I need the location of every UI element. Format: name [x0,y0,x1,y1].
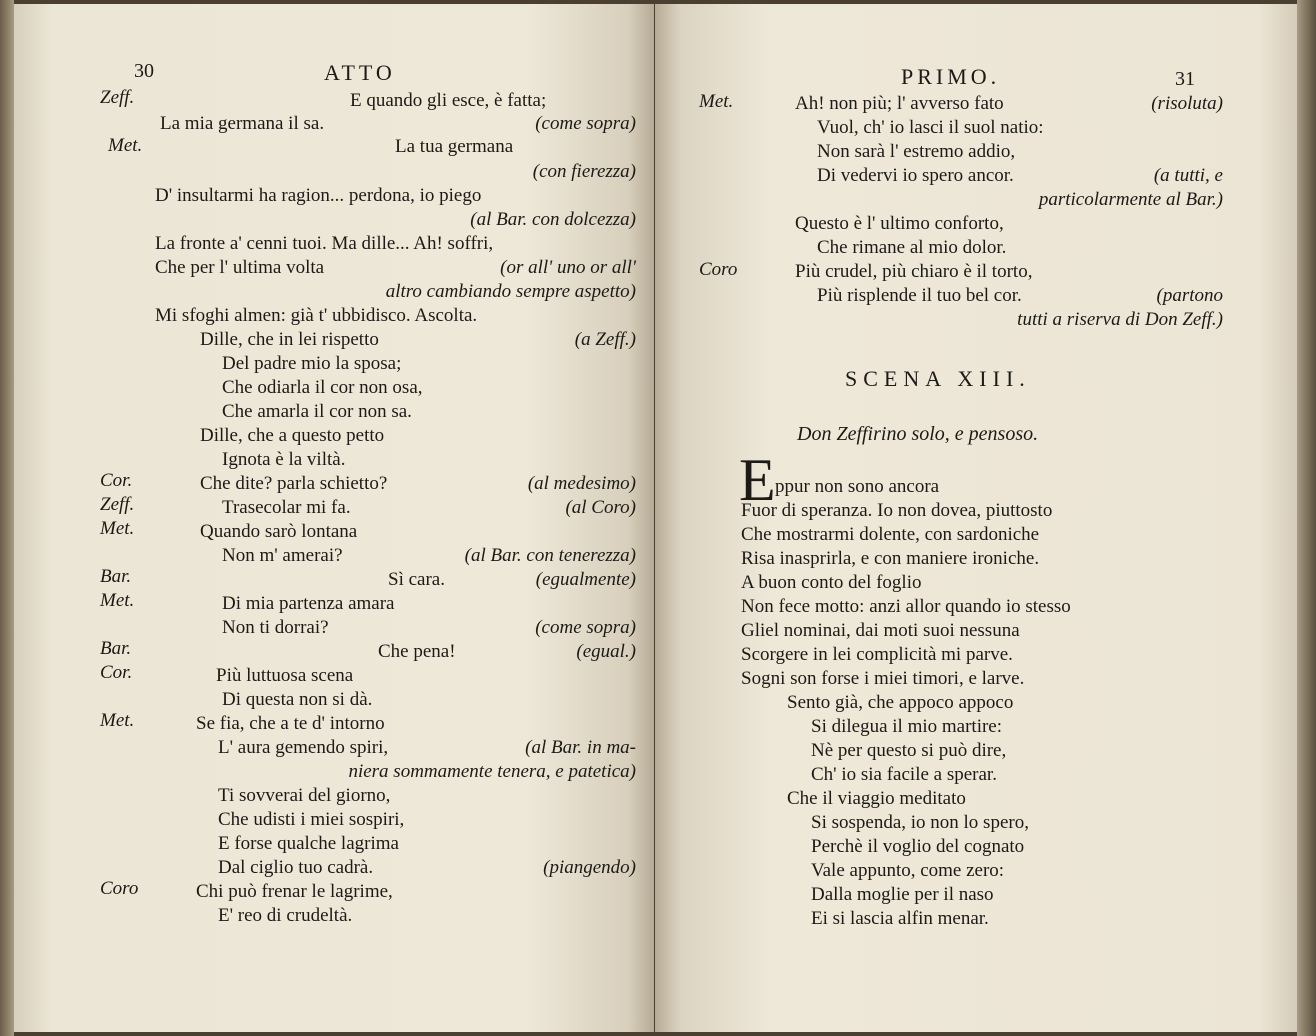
verse-line: Che rimane al mio dolor. [817,237,1007,258]
stage-direction: (al Coro) [565,497,636,518]
verse-line: E forse qualche lagrima [218,833,399,854]
verse-line: Ch' io sia facile a sperar. [811,764,997,785]
verse-line: Non sarà l' estremo addio, [817,141,1016,162]
verse-line: Dille, che in lei rispetto [200,329,379,350]
verse-line: Del padre mio la sposa; [222,353,402,374]
speaker-label: Bar. [100,566,132,587]
verse-line: Vuol, ch' io lasci il suol natio: [817,117,1044,138]
stage-direction: (partono [1156,285,1223,306]
verse-line: Che per l' ultima volta [155,257,325,278]
speaker-label: Zeff. [100,494,135,515]
verse-line: Che odiarla il cor non osa, [222,377,423,398]
drop-cap: E [739,447,776,513]
speaker-label: Met. [108,135,143,156]
right-page-number: 31 [1175,68,1195,90]
verse-line: Non m' amerai? [222,545,343,566]
stage-direction: (come sopra) [535,113,636,134]
stage-direction: (risoluta) [1151,93,1223,114]
verse-line: Scorgere in lei complicità mi parve. [741,644,1013,665]
verse-line: Che mostrarmi dolente, con sardoniche [741,524,1040,545]
stage-direction: (egualmente) [535,569,636,590]
scene-subtitle: Don Zeffirino solo, e pensoso. [797,423,1039,445]
left-page-header: ATTO [324,60,396,85]
verse-line: Si dilegua il mio martire: [811,716,1003,737]
verse-line: Più crudel, più chiaro è il torto, [795,261,1033,282]
stage-direction: altro cambiando sempre aspetto) [385,281,636,302]
verse-line: ppur non sono ancora [775,476,940,497]
stage-direction: (come sopra) [535,617,636,638]
verse-line: La tua germana [395,136,514,157]
speaker-label: Cor. [100,470,133,491]
verse-line: Fuor di speranza. Io non dovea, piuttosto [741,500,1053,521]
stage-direction: (a Zeff.) [574,329,636,350]
verse-line: L' aura gemendo spiri, [218,737,389,758]
stage-direction: (piangendo) [543,857,636,878]
verse-line: La fronte a' cenni tuoi. Ma dille... Ah! soffri, [155,233,494,254]
stage-direction: (al Bar. con dolcezza) [470,209,636,230]
verse-line: Sento già, che appoco appoco [787,692,1014,713]
verse-line: Risa inasprirla, e con maniere ironiche. [741,548,1040,569]
verse-line: Questo è l' ultimo conforto, [795,213,1004,234]
verse-line: Ti sovverai del giorno, [218,785,391,806]
verse-line: Che amarla il cor non sa. [222,401,412,422]
stage-direction: particolarmente al Bar.) [1038,189,1223,210]
verse-line: Non fece motto: anzi allor quando io stesso [741,596,1071,617]
stage-direction: niera sommamente tenera, e patetica) [348,761,636,782]
stage-direction: (al medesimo) [527,473,636,494]
verse-line: Se fia, che a te d' intorno [196,713,385,734]
left-book-edge [0,0,14,1036]
speaker-label: Met. [100,518,135,539]
verse-line: Ignota è la viltà. [222,449,346,470]
verse-line: Dal ciglio tuo cadrà. [218,857,374,878]
verse-line: Quando sarò lontana [200,521,358,542]
stage-direction: (a tutti, e [1153,165,1223,186]
verse-line: Che udisti i miei sospiri, [218,809,405,830]
verse-line: Che pena! [378,641,456,662]
left-page [14,4,654,1032]
verse-line: Perchè il voglio del cognato [811,836,1025,857]
right-book-edge [1297,0,1316,1036]
verse-line: Ah! non più; l' avverso fato [795,93,1004,114]
speaker-label: Coro [699,259,738,280]
stage-direction: (or all' uno or all' [500,257,636,278]
verse-line: A buon conto del foglio [741,572,922,593]
verse-line: Nè per questo si può dire, [811,740,1007,761]
right-page-header: PRIMO. [901,64,1001,89]
verse-line: E quando gli esce, è fatta; [350,90,547,111]
verse-line: Gliel nominai, dai moti suoi nessuna [741,620,1020,641]
verse-line: Dille, che a questo petto [200,425,385,446]
stage-direction: (egual.) [576,641,636,662]
verse-line: D' insultarmi ha ragion... perdona, io piego [155,185,482,206]
stage-direction: (con fierezza) [532,161,636,182]
speaker-label: Met. [699,91,734,112]
right-page [655,4,1297,1032]
verse-line: Chi può frenar le lagrime, [196,881,393,902]
stage-direction: (al Bar. in ma- [525,737,636,758]
verse-line: Vale appunto, come zero: [811,860,1005,881]
speaker-label: Met. [100,710,135,731]
verse-line: Di mia partenza amara [222,593,395,614]
verse-line: Che il viaggio meditato [787,788,966,809]
speaker-label: Met. [100,590,135,611]
left-page-number: 30 [134,60,154,82]
speaker-label: Zeff. [100,87,135,108]
verse-line: Che dite? parla schietto? [200,473,388,494]
verse-line: Ei si lascia alfin menar. [811,908,989,929]
verse-line: La mia germana il sa. [160,113,325,134]
verse-line: Sogni son forse i miei timori, e larve. [741,668,1025,689]
verse-line: Non ti dorrai? [222,617,329,638]
verse-line: Sì cara. [388,569,445,590]
verse-line: Trasecolar mi fa. [222,497,351,518]
speaker-label: Bar. [100,638,132,659]
verse-line: Dalla moglie per il naso [811,884,994,905]
speaker-label: Cor. [100,662,133,683]
verse-line: E' reo di crudeltà. [218,905,353,926]
verse-line: Mi sfoghi almen: già t' ubbidisco. Ascolta. [155,305,478,326]
verse-line: Più luttuosa scena [216,665,354,686]
stage-direction: tutti a riserva di Don Zeff.) [1017,309,1223,330]
verse-line: Più risplende il tuo bel cor. [817,285,1022,306]
verse-line: Di vedervi io spero ancor. [817,165,1014,186]
scene-title: SCENA XIII. [845,366,1031,391]
verse-line: Si sospenda, io non lo spero, [811,812,1029,833]
verse-line: Di questa non si dà. [222,689,373,710]
speaker-label: Coro [100,878,139,899]
stage-direction: (al Bar. con tenerezza) [464,545,636,566]
